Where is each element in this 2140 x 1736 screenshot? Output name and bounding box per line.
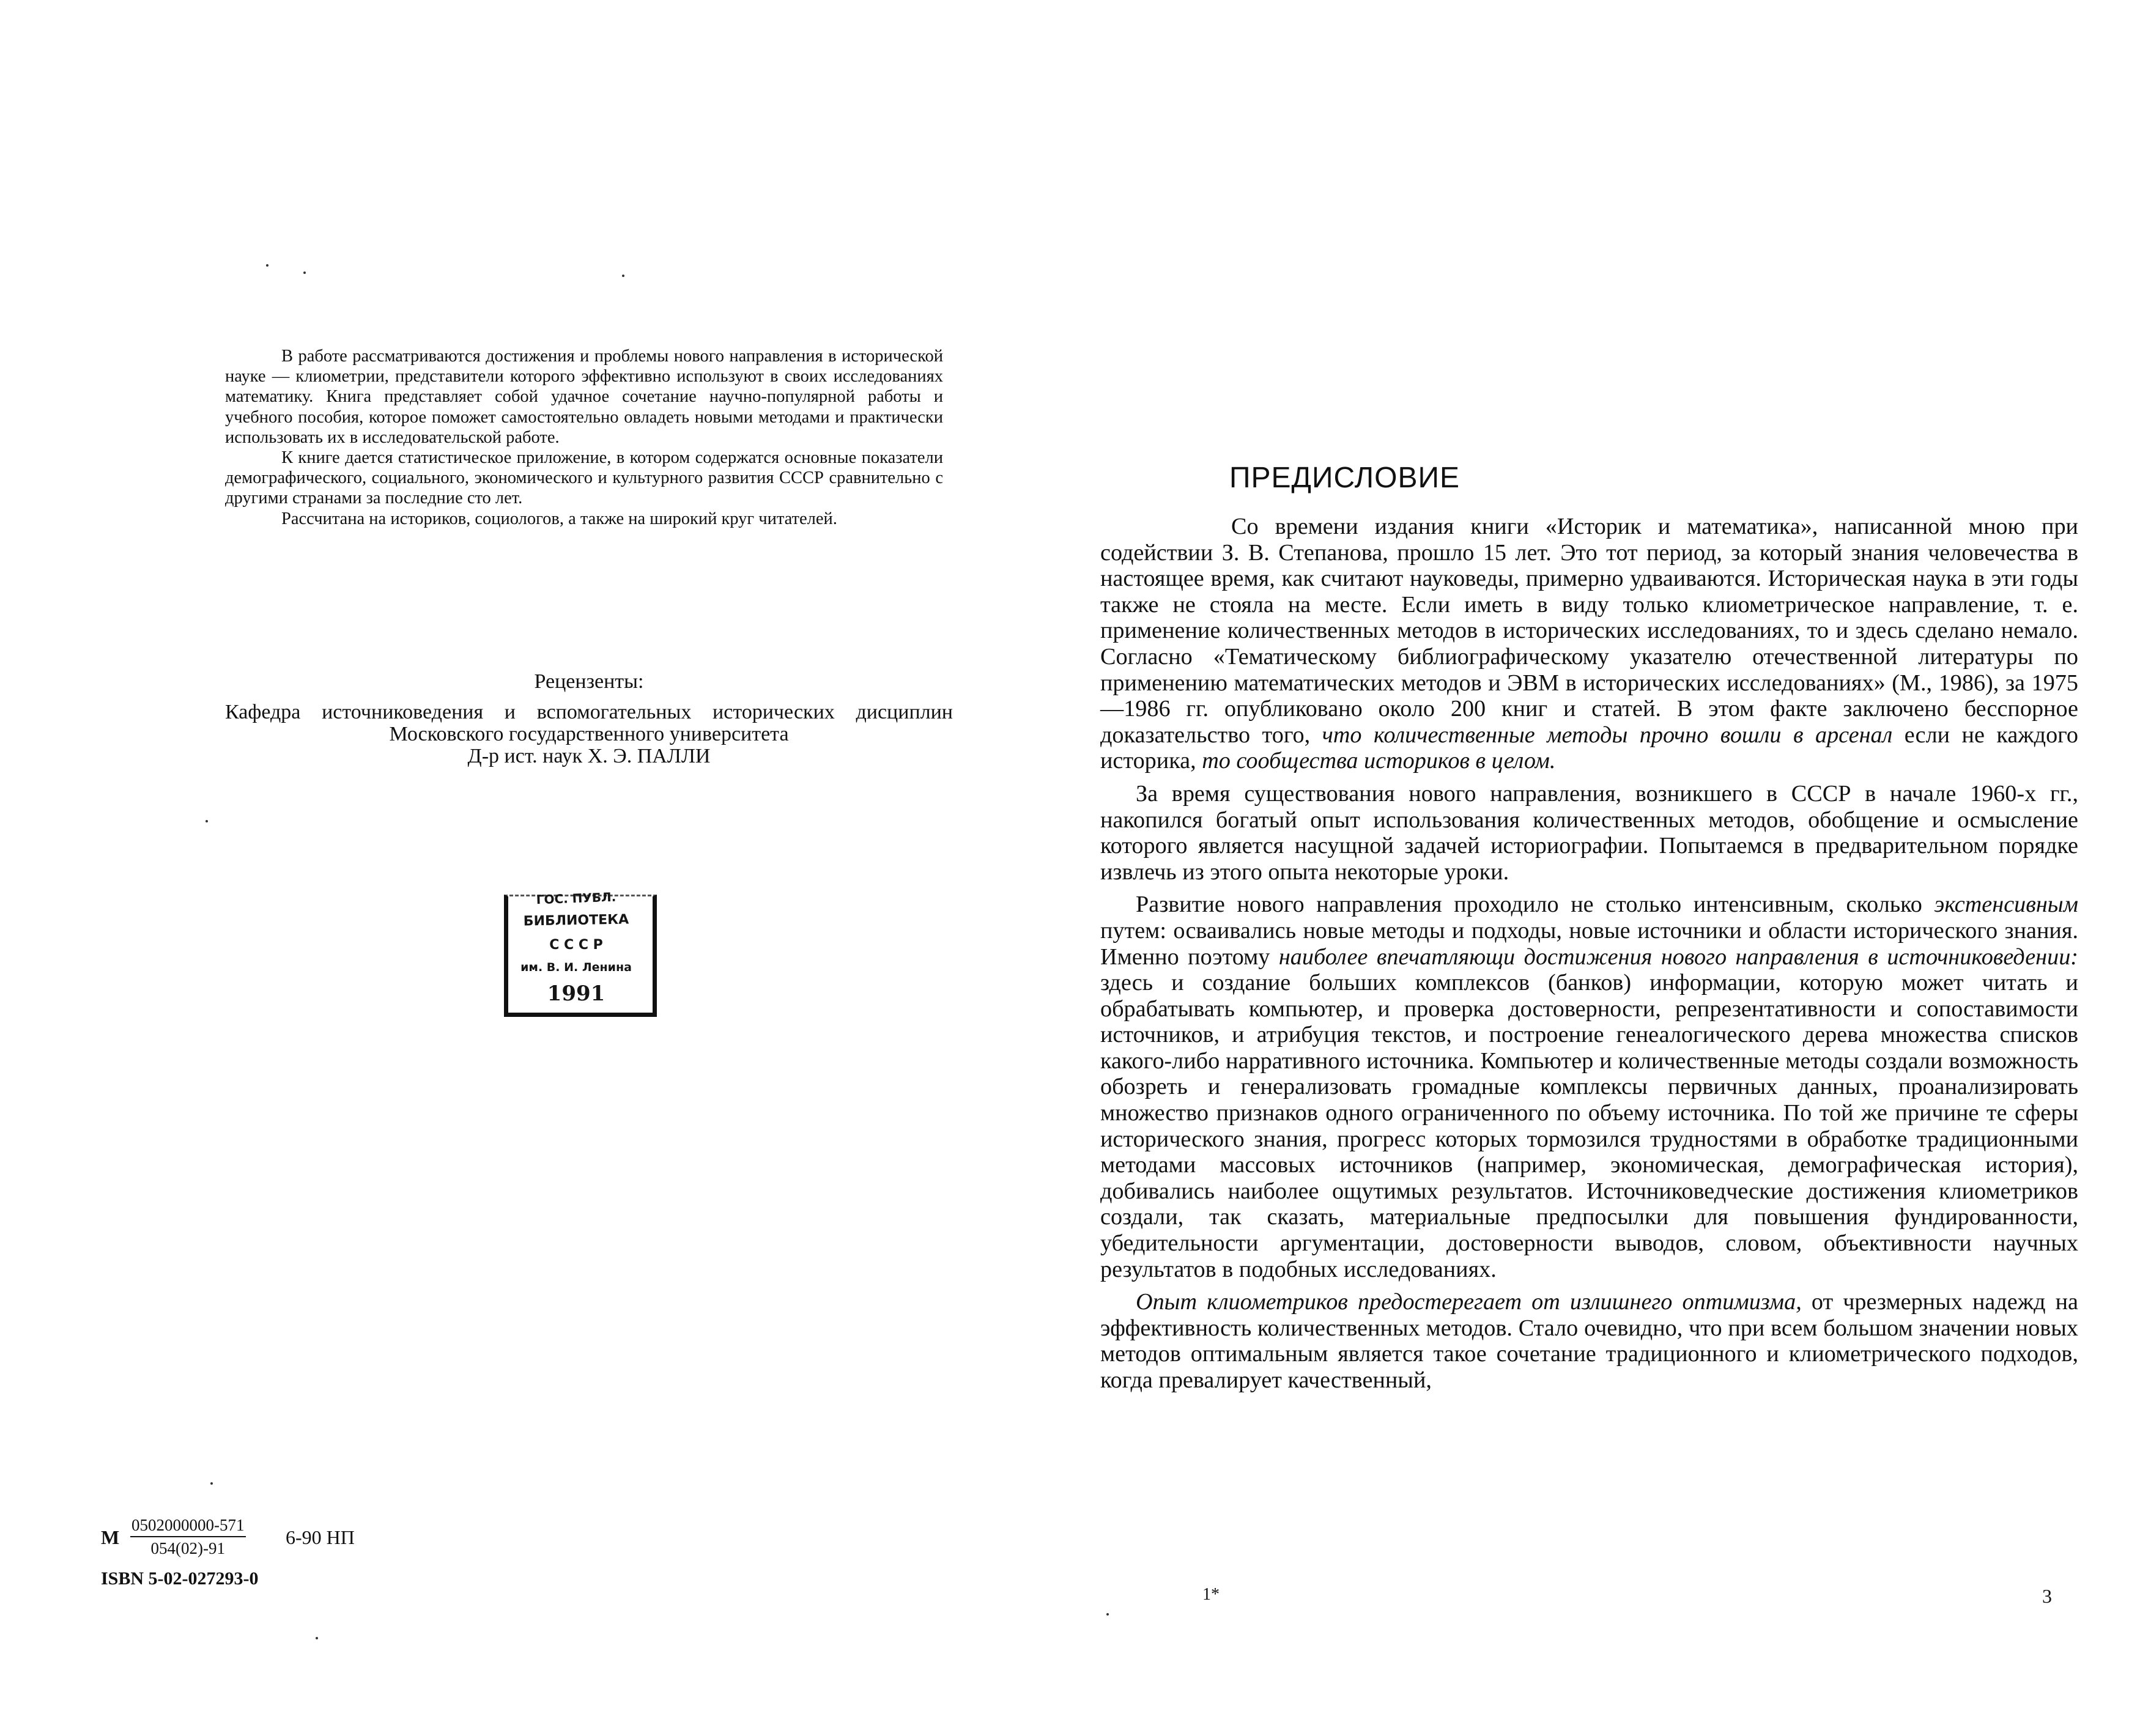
stamp-line: БИБЛИОТЕКА bbox=[523, 912, 629, 929]
stamp-line: ГОС. ПУБЛ. bbox=[536, 889, 616, 907]
preface-paragraph: За время существования нового направления, возникшего в СССР в начале 1960-х гг., накопился богатый опыт использования количественных методов, обобщение и осмысление которого является насущной задачей историографии. Попытаемся в предварительном порядке извлечь из этого опыта некоторые уроки. bbox=[1100, 780, 2078, 885]
preface-body bbox=[1100, 514, 2078, 1400]
emphasis-text: Опыт клиометриков предостерегает от излишнего оптимизма, bbox=[1136, 1289, 1802, 1315]
code-denominator: 054(02)-91 bbox=[150, 1539, 225, 1557]
stamp-line: им. В. И. Ленина bbox=[520, 961, 632, 974]
preface-paragraph: Опыт клиометриков предостерегает от излишнего оптимизма, от чрезмерных надежд на эффективность количественных методов. Стало очевидно, что при всем большом значении новых методов оптимальным является такое сочетание традиционного и клиометрического подходов, когда превалирует качественный, bbox=[1100, 1289, 2078, 1393]
code-numerator: 0502000000-571 bbox=[130, 1515, 246, 1537]
code-suffix: 6-90 НП bbox=[286, 1526, 355, 1548]
print-speck bbox=[210, 1482, 213, 1485]
isbn: ISBN 5-02-027293-0 bbox=[101, 1568, 259, 1589]
print-speck bbox=[1106, 1613, 1109, 1616]
bibliographic-code bbox=[101, 1515, 443, 1564]
bibliographic-block bbox=[101, 1515, 443, 1590]
reviewers-heading: Рецензенты: bbox=[534, 670, 644, 693]
signature-mark: 1* bbox=[1202, 1585, 1220, 1604]
print-speck bbox=[622, 275, 624, 277]
emphasis-text: то сообщества историков в целом. bbox=[1202, 748, 1556, 774]
reviewer-organization: Кафедра источниковедения и вспомогательных исторических дисциплин Московского государственного университета bbox=[225, 701, 953, 745]
annotation-paragraph: Рассчитана на историков, социологов, а также на широкий круг читателей. bbox=[281, 509, 837, 528]
print-speck bbox=[205, 820, 208, 822]
code-fraction bbox=[130, 1515, 246, 1558]
code-prefix: М bbox=[101, 1526, 120, 1548]
preface-paragraph: Развитие нового направления проходило не столько интенсивным, сколько экстенсивным путем: осваивались новые методы и подходы, новые источники и области исторического знания. Именно поэтому наиболее впечатляющи достижения нового направления в источниковедении: здесь и создание больших комплексов (банков) информации, которую может читать и обрабатывать компьютер, и проверка достоверности, репрезентативности и сопоставимости источников, и атрибуция текстов, и построение генеалогического дерева множества списков какого-либо нарративного источника. Компьютер и количественные методы создали возможность обозреть и генерализовать громадные комплексы первичных данных, проанализировать множество признаков одного ограниченного по объему источника. По той же причине те сферы исторического знания, прогресс которых тормозился трудностями в обработке традиционными методами массовых источников (например, экономическая, демографическая история), добивались наиболее ощутимых результатов. Источниковедческие достижения клиометриков создали, так сказать, материальные предпосылки для повышения фундированности, убедительности аргументации, достоверности выводов, словом, объективности научных результатов в подобных исследованиях. bbox=[1100, 892, 2079, 1282]
print-speck bbox=[303, 271, 306, 274]
emphasis-text: экстенсивным bbox=[1934, 892, 2078, 918]
reviewers-block bbox=[225, 671, 953, 767]
book-annotation bbox=[225, 346, 943, 529]
stamp-year: 1991 bbox=[547, 981, 605, 1006]
stamp-line: С С С Р bbox=[549, 937, 603, 953]
annotation-paragraph: В работе рассматриваются достижения и проблемы нового направления в исторической науке — клиометрии, представители которого эффективно используют в своих исследованиях математику. Книга представляет собой удачное сочетание научно-популярной работы и учебного пособия, которое поможет самостоятельно овладеть новыми методами и практически использовать их в исследовательской работе. bbox=[225, 347, 943, 447]
library-stamp bbox=[499, 876, 652, 1022]
reviewer-person: Д-р ист. наук Х. Э. ПАЛЛИ bbox=[467, 745, 711, 767]
preface-paragraph: Со времени издания книги «Историк и математика», написанной мною при содействии З. В. Степанова, прошло 15 лет. Это тот период, за который знания человечества в настоящее время, как считают науковеды, примерно удваиваются. Историческая наука в эти годы также не стояла на месте. Если иметь в виду только клиометрическое направление, т. е. применение количественных методов в исторических исследованиях, то и здесь сделано немало. Согласно «Тематическому библиографическому указателю отечественной литературы по применению математических методов и ЭВМ в исторических исследованиях» (М., 1986), за 1975—1986 гг. опубликовано около 200 книг и статей. В этом факте заключено бесспорное доказательство того, что количественные методы прочно вошли в арсенал если не каждого историка, то сообщества историков в целом. bbox=[1100, 514, 2078, 774]
print-speck bbox=[266, 264, 268, 267]
emphasis-text: наиболее впечатляющи достижения нового направления в источниковедении: bbox=[1278, 944, 2079, 970]
emphasis-text: что количественные методы прочно вошли в арсенал bbox=[1322, 722, 1893, 748]
preface-title: ПРЕДИСЛОВИЕ bbox=[1229, 462, 1460, 494]
page-number: 3 bbox=[2042, 1585, 2052, 1607]
print-speck bbox=[316, 1637, 318, 1639]
annotation-paragraph: К книге дается статистическое приложение, в котором содержатся основные показатели демографического, социального, экономического и культурного развития СССР сравнительно с другими странами за последние сто лет. bbox=[225, 448, 943, 508]
